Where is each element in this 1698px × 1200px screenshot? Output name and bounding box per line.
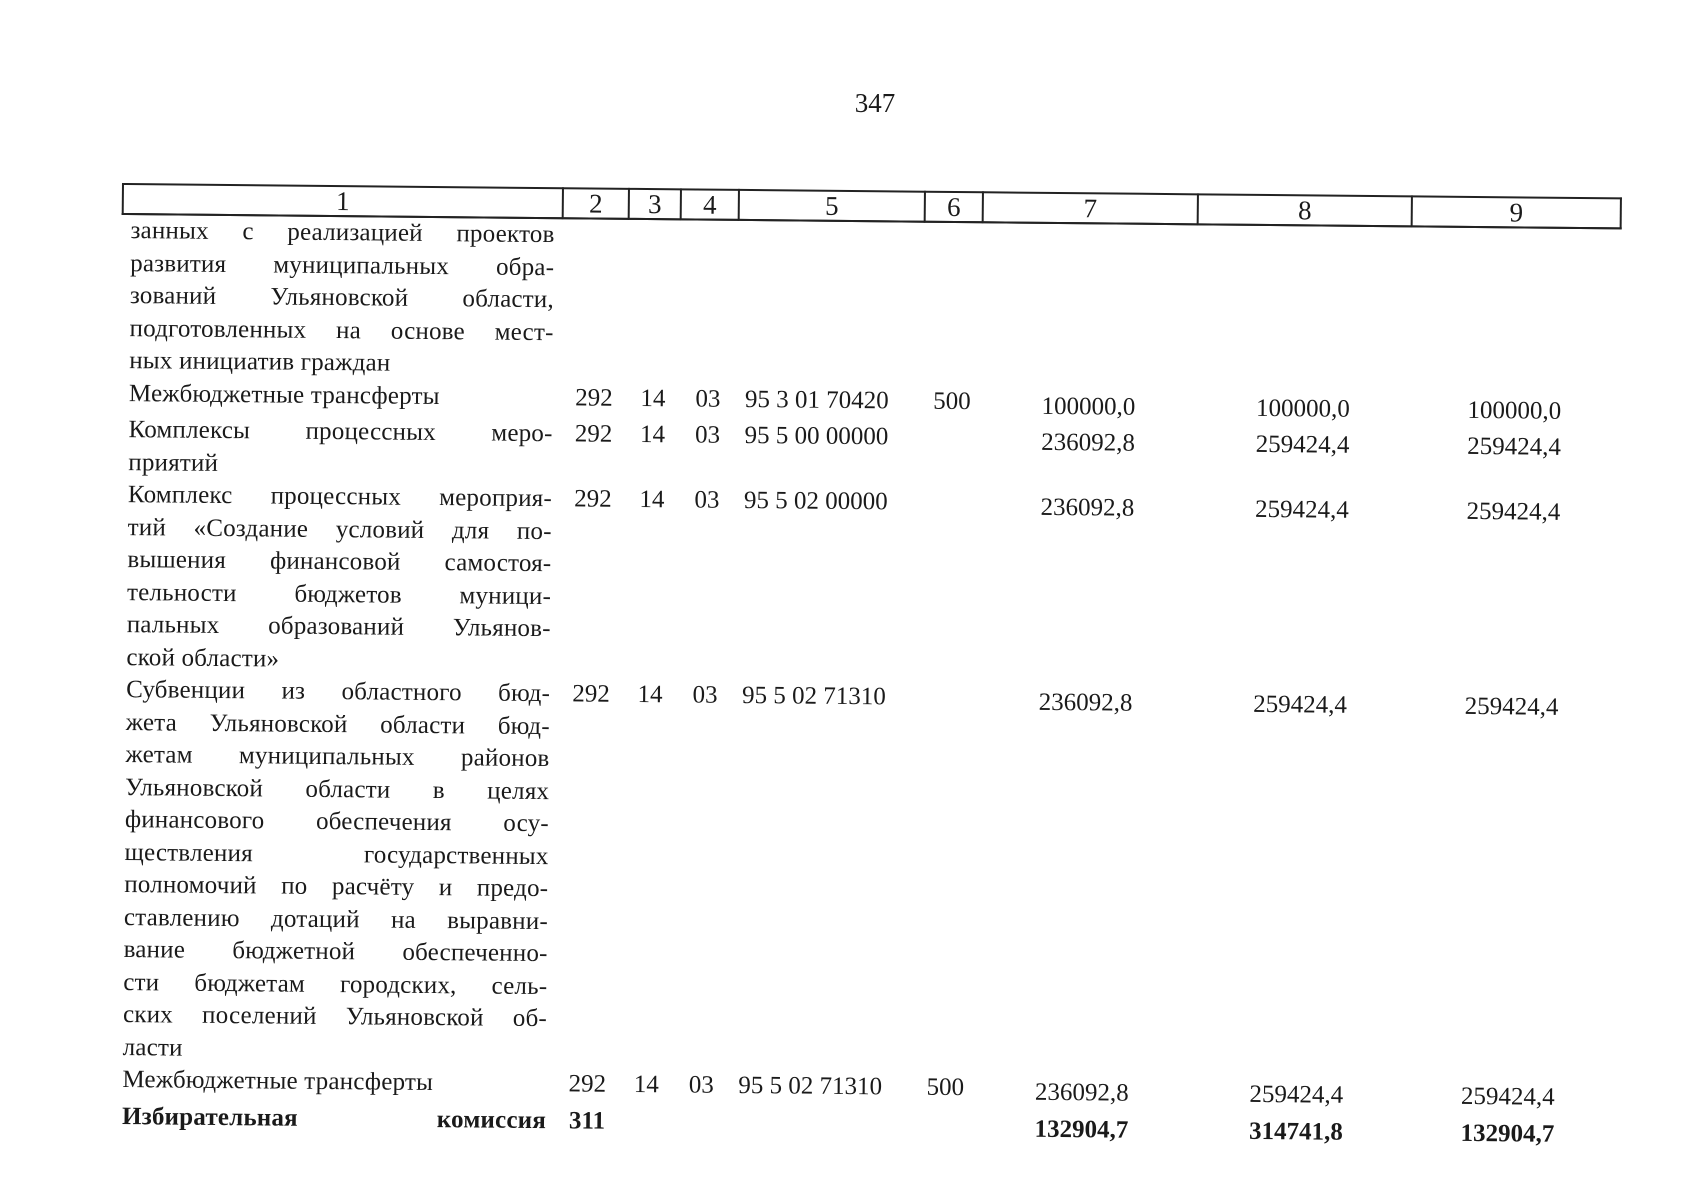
table-row bbox=[118, 479, 1618, 688]
cell-amount-year-1 bbox=[981, 222, 1198, 388]
cell-section: 14 bbox=[633, 1070, 659, 1099]
description-line: занных с реализацией проектов bbox=[130, 217, 555, 249]
description-line: ставлению дотаций на выравни- bbox=[123, 903, 549, 935]
cell-amount-year-1: 236092,8 bbox=[1041, 428, 1136, 457]
cell-amount-year-3: 100000,0 bbox=[1467, 396, 1562, 425]
cell-amount-year-1: 236092,8 bbox=[1038, 688, 1133, 717]
description-line: Комплексы процессных меро- bbox=[128, 416, 553, 448]
description-line: тий «Создание условий для по- bbox=[127, 513, 552, 545]
cell-subsection: 03 bbox=[694, 421, 721, 449]
description-line: вание бюджетной обеспеченно- bbox=[123, 936, 548, 968]
cell-subsection: 03 bbox=[688, 1071, 714, 1099]
cell-admin-code: 292 bbox=[572, 680, 610, 708]
header-col-2: 2 bbox=[563, 188, 629, 219]
cell-admin-code: 292 bbox=[574, 485, 612, 513]
description-line: Межбюджетные трансферты bbox=[122, 1066, 434, 1097]
cell-amount-year-1: 132904,7 bbox=[1034, 1115, 1129, 1144]
cell-section: 14 bbox=[639, 420, 666, 449]
table-body bbox=[114, 214, 1621, 1151]
cell-description bbox=[121, 214, 563, 382]
cell-subsection: 03 bbox=[692, 681, 718, 709]
cell-amount-year-2 bbox=[1196, 224, 1412, 390]
cell-amount-year-2: 259424,4 bbox=[1255, 430, 1350, 459]
cell-section: 14 bbox=[637, 680, 663, 709]
header-col-7: 7 bbox=[983, 192, 1198, 224]
cell-subsection bbox=[672, 1106, 730, 1143]
cell-target-article bbox=[730, 1106, 916, 1144]
cell-amount-year-2: 259424,4 bbox=[1254, 495, 1349, 524]
cell-description bbox=[120, 414, 561, 483]
cell-target-article: 95 5 00 00000 bbox=[744, 421, 889, 451]
header-col-3: 3 bbox=[629, 189, 681, 219]
cell-amount-year-3: 259424,4 bbox=[1460, 1082, 1555, 1111]
cell-target-article: 95 5 02 71310 bbox=[741, 681, 886, 711]
description-line: полномочий по расчёту и предо- bbox=[124, 871, 549, 903]
description-line: вышения финансовой самостоя- bbox=[127, 546, 552, 578]
cell-amount-year-1: 236092,8 bbox=[1034, 1078, 1129, 1107]
cell-target-article: 95 3 01 70420 bbox=[744, 385, 889, 414]
cell-description bbox=[115, 674, 559, 1068]
cell-expense-type bbox=[920, 487, 980, 683]
cell-description bbox=[118, 479, 560, 678]
cell-amount-year-3: 132904,7 bbox=[1460, 1119, 1555, 1148]
description-line: подготовленных на основе мест- bbox=[129, 314, 554, 346]
cell-expense-type bbox=[916, 1108, 974, 1145]
description-line: ской области» bbox=[126, 643, 280, 673]
cell-admin-code: 292 bbox=[568, 1070, 607, 1098]
description-line: ских поселений Ульяновской об- bbox=[122, 1001, 548, 1033]
description-line: финансового обеспечения осу- bbox=[124, 806, 549, 838]
description-line: Комплекс процессных мероприя- bbox=[127, 481, 553, 513]
description-line: Межбюджетные трансферты bbox=[128, 379, 440, 410]
cell-admin-code bbox=[561, 218, 629, 382]
cell-amount-year-2: 314741,8 bbox=[1248, 1117, 1343, 1146]
cell-amount-year-3: 259424,4 bbox=[1466, 497, 1561, 526]
cell-subsection: 03 bbox=[695, 385, 721, 413]
cell-amount-year-1: 100000,0 bbox=[1041, 392, 1136, 421]
cell-admin-code: 292 bbox=[574, 420, 613, 448]
cell-expense-type: 500 bbox=[926, 1073, 965, 1102]
description-line: тельности бюджетов муници- bbox=[126, 578, 552, 610]
cell-section: 14 bbox=[640, 384, 666, 412]
cell-amount-year-2: 259424,4 bbox=[1253, 690, 1348, 719]
description-line: развития муниципальных обра- bbox=[130, 249, 555, 281]
cell-expense-type bbox=[923, 222, 983, 386]
cell-amount-year-2: 100000,0 bbox=[1255, 394, 1350, 423]
cell-amount-year-2: 259424,4 bbox=[1249, 1080, 1344, 1109]
cell-amount-year-1: 236092,8 bbox=[1040, 493, 1135, 522]
header-col-4: 4 bbox=[681, 189, 739, 220]
header-col-6: 6 bbox=[925, 192, 983, 223]
cell-expense-type: 500 bbox=[933, 387, 971, 415]
description-line: ных инициатив граждан bbox=[129, 347, 391, 377]
cell-description bbox=[121, 378, 561, 419]
page-number: 347 bbox=[854, 88, 896, 118]
description-line: Ульяновской области в целях bbox=[125, 773, 550, 805]
description-line: жета Ульяновской области бюд- bbox=[125, 708, 550, 740]
description-line: Избирательная комиссия bbox=[121, 1102, 547, 1134]
cell-expense-type bbox=[917, 682, 979, 1073]
description-line: пальных образований Ульянов- bbox=[126, 611, 551, 643]
cell-section: 14 bbox=[639, 485, 665, 514]
cell-target-article: 95 5 02 71310 bbox=[738, 1071, 883, 1101]
description-line: приятий bbox=[128, 448, 219, 477]
cell-admin-code: 292 bbox=[575, 383, 613, 412]
table-row bbox=[115, 674, 1617, 1078]
budget-table bbox=[113, 183, 1622, 1151]
cell-description bbox=[114, 1064, 554, 1105]
description-line: ласти bbox=[122, 1033, 183, 1062]
cell-target-article bbox=[737, 220, 925, 385]
cell-description bbox=[114, 1100, 554, 1141]
header-col-5: 5 bbox=[739, 190, 925, 222]
table-row bbox=[121, 214, 1621, 392]
cell-section bbox=[620, 1105, 672, 1142]
description-line: сти бюджетам городских, сель- bbox=[123, 968, 548, 1000]
cell-subsection bbox=[679, 219, 739, 383]
header-col-8: 8 bbox=[1198, 194, 1412, 226]
cell-section bbox=[627, 219, 681, 383]
cell-subsection: 03 bbox=[694, 486, 720, 514]
description-line: ществления государственных bbox=[124, 838, 549, 870]
header-col-9: 9 bbox=[1412, 196, 1621, 228]
cell-admin-code: 311 bbox=[568, 1106, 606, 1135]
cell-amount-year-3: 259424,4 bbox=[1464, 692, 1559, 721]
cell-target-article: 95 5 02 00000 bbox=[743, 486, 888, 516]
cell-amount-year-3 bbox=[1410, 226, 1621, 391]
cell-expense-type bbox=[922, 422, 981, 488]
budget-table-wrapper bbox=[121, 183, 1620, 1148]
cell-amount-year-3: 259424,4 bbox=[1467, 432, 1562, 461]
description-line: зований Ульяновской области, bbox=[129, 282, 555, 314]
description-line: Субвенции из областного бюд- bbox=[126, 676, 551, 708]
header-col-1: 1 bbox=[123, 184, 563, 218]
description-line: жетам муниципальных районов bbox=[125, 741, 550, 773]
